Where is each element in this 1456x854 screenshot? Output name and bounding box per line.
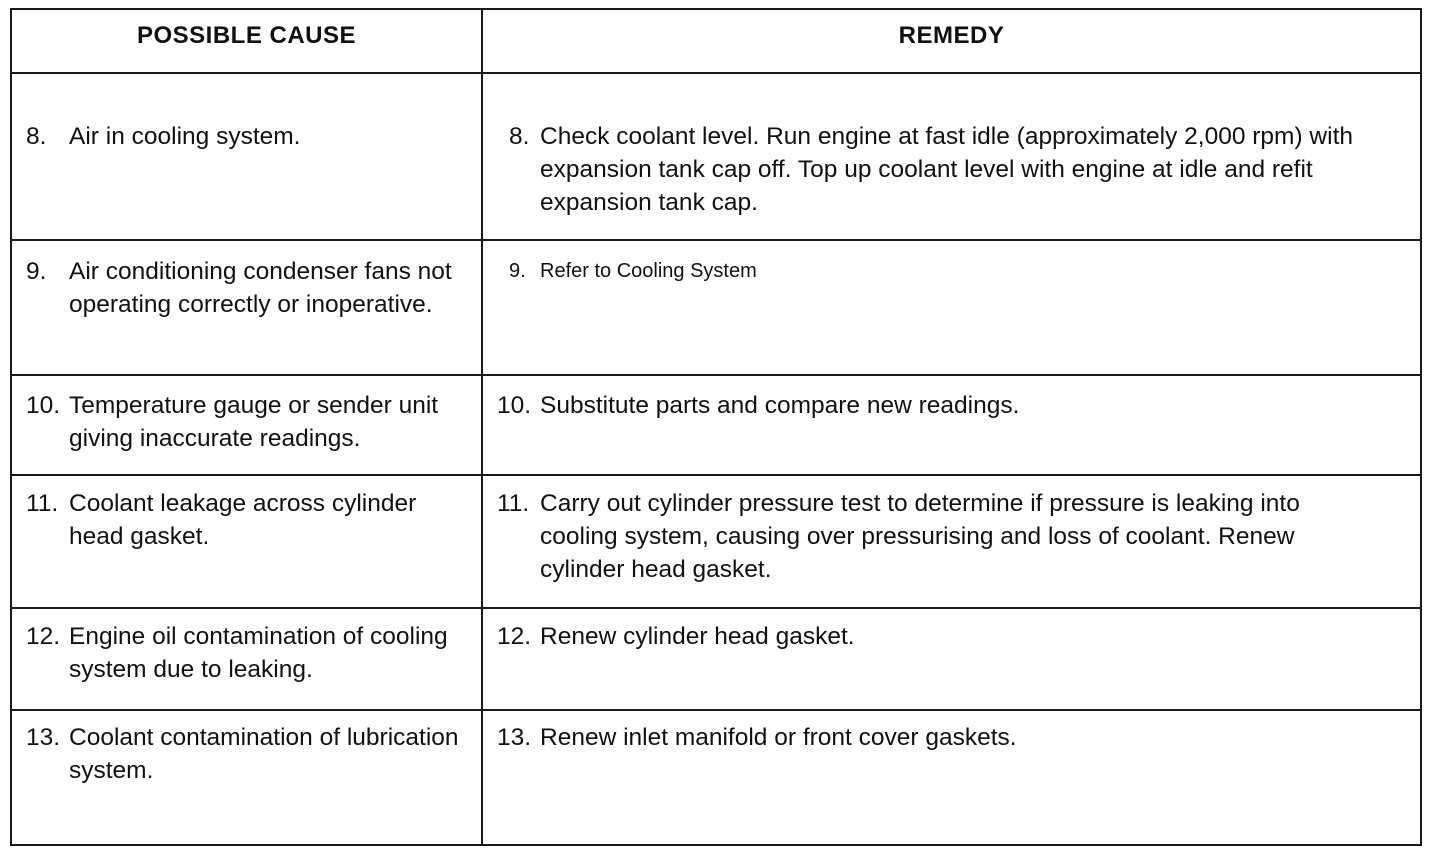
cause-number: 10. bbox=[26, 392, 61, 419]
remedy-cell bbox=[482, 608, 1421, 710]
cause-cell bbox=[11, 608, 482, 710]
cause-text: Air in cooling system. bbox=[69, 123, 301, 150]
cause-text: Coolant contamination of lubrication system. bbox=[69, 724, 459, 784]
remedy-number: 8. bbox=[509, 123, 530, 150]
table-row bbox=[11, 608, 1421, 710]
diagnosis-table bbox=[10, 8, 1422, 846]
cause-cell bbox=[11, 240, 482, 375]
cause-text: Air conditioning condenser fans not operating correctly or inoperative. bbox=[69, 258, 452, 318]
cause-text: Coolant leakage across cylinder head gasket. bbox=[69, 490, 417, 550]
remedy-text: Renew inlet manifold or front cover gaskets. bbox=[540, 724, 1017, 751]
diagnosis-sheet bbox=[10, 8, 1420, 846]
remedy-number: 11. bbox=[497, 490, 530, 517]
cause-number: 13. bbox=[26, 724, 61, 751]
cause-cell bbox=[11, 375, 482, 475]
table-row bbox=[11, 375, 1421, 475]
table-row bbox=[11, 240, 1421, 375]
remedy-number: 9. bbox=[509, 260, 526, 282]
remedy-text: Substitute parts and compare new readings. bbox=[540, 392, 1020, 419]
cause-number: 8. bbox=[26, 123, 47, 150]
remedy-cell bbox=[482, 73, 1421, 240]
remedy-cell bbox=[482, 475, 1421, 608]
cause-cell bbox=[11, 710, 482, 845]
remedy-text: Check coolant level. Run engine at fast idle (approximately 2,000 rpm) with expansion tank cap off. Top up coolant level with engine at idle and refit expansion tank cap. bbox=[540, 123, 1353, 216]
cause-text: Temperature gauge or sender unit giving inaccurate readings. bbox=[69, 392, 439, 452]
remedy-text: Refer to Cooling System bbox=[540, 260, 757, 282]
remedy-number: 12. bbox=[497, 623, 532, 650]
table-row bbox=[11, 710, 1421, 845]
cause-number: 11. bbox=[26, 490, 59, 517]
table-row bbox=[11, 73, 1421, 240]
remedy-text: Carry out cylinder pressure test to determine if pressure is leaking into cooling system, causing over pressurising and loss of coolant. Renew cylinder head gasket. bbox=[540, 490, 1300, 583]
cause-text: Engine oil contamination of cooling system due to leaking. bbox=[69, 623, 448, 683]
cause-cell bbox=[11, 475, 482, 608]
remedy-number: 13. bbox=[497, 724, 532, 751]
cause-number: 12. bbox=[26, 623, 61, 650]
header-possible-cause: POSSIBLE CAUSE bbox=[11, 9, 482, 73]
cause-cell bbox=[11, 73, 482, 240]
table-row bbox=[11, 475, 1421, 608]
remedy-cell bbox=[482, 710, 1421, 845]
header-remedy: REMEDY bbox=[482, 9, 1421, 73]
remedy-cell bbox=[482, 240, 1421, 375]
remedy-cell bbox=[482, 375, 1421, 475]
cause-number: 9. bbox=[26, 258, 47, 285]
remedy-text: Renew cylinder head gasket. bbox=[540, 623, 855, 650]
header-row bbox=[11, 9, 1421, 73]
remedy-number: 10. bbox=[497, 392, 532, 419]
